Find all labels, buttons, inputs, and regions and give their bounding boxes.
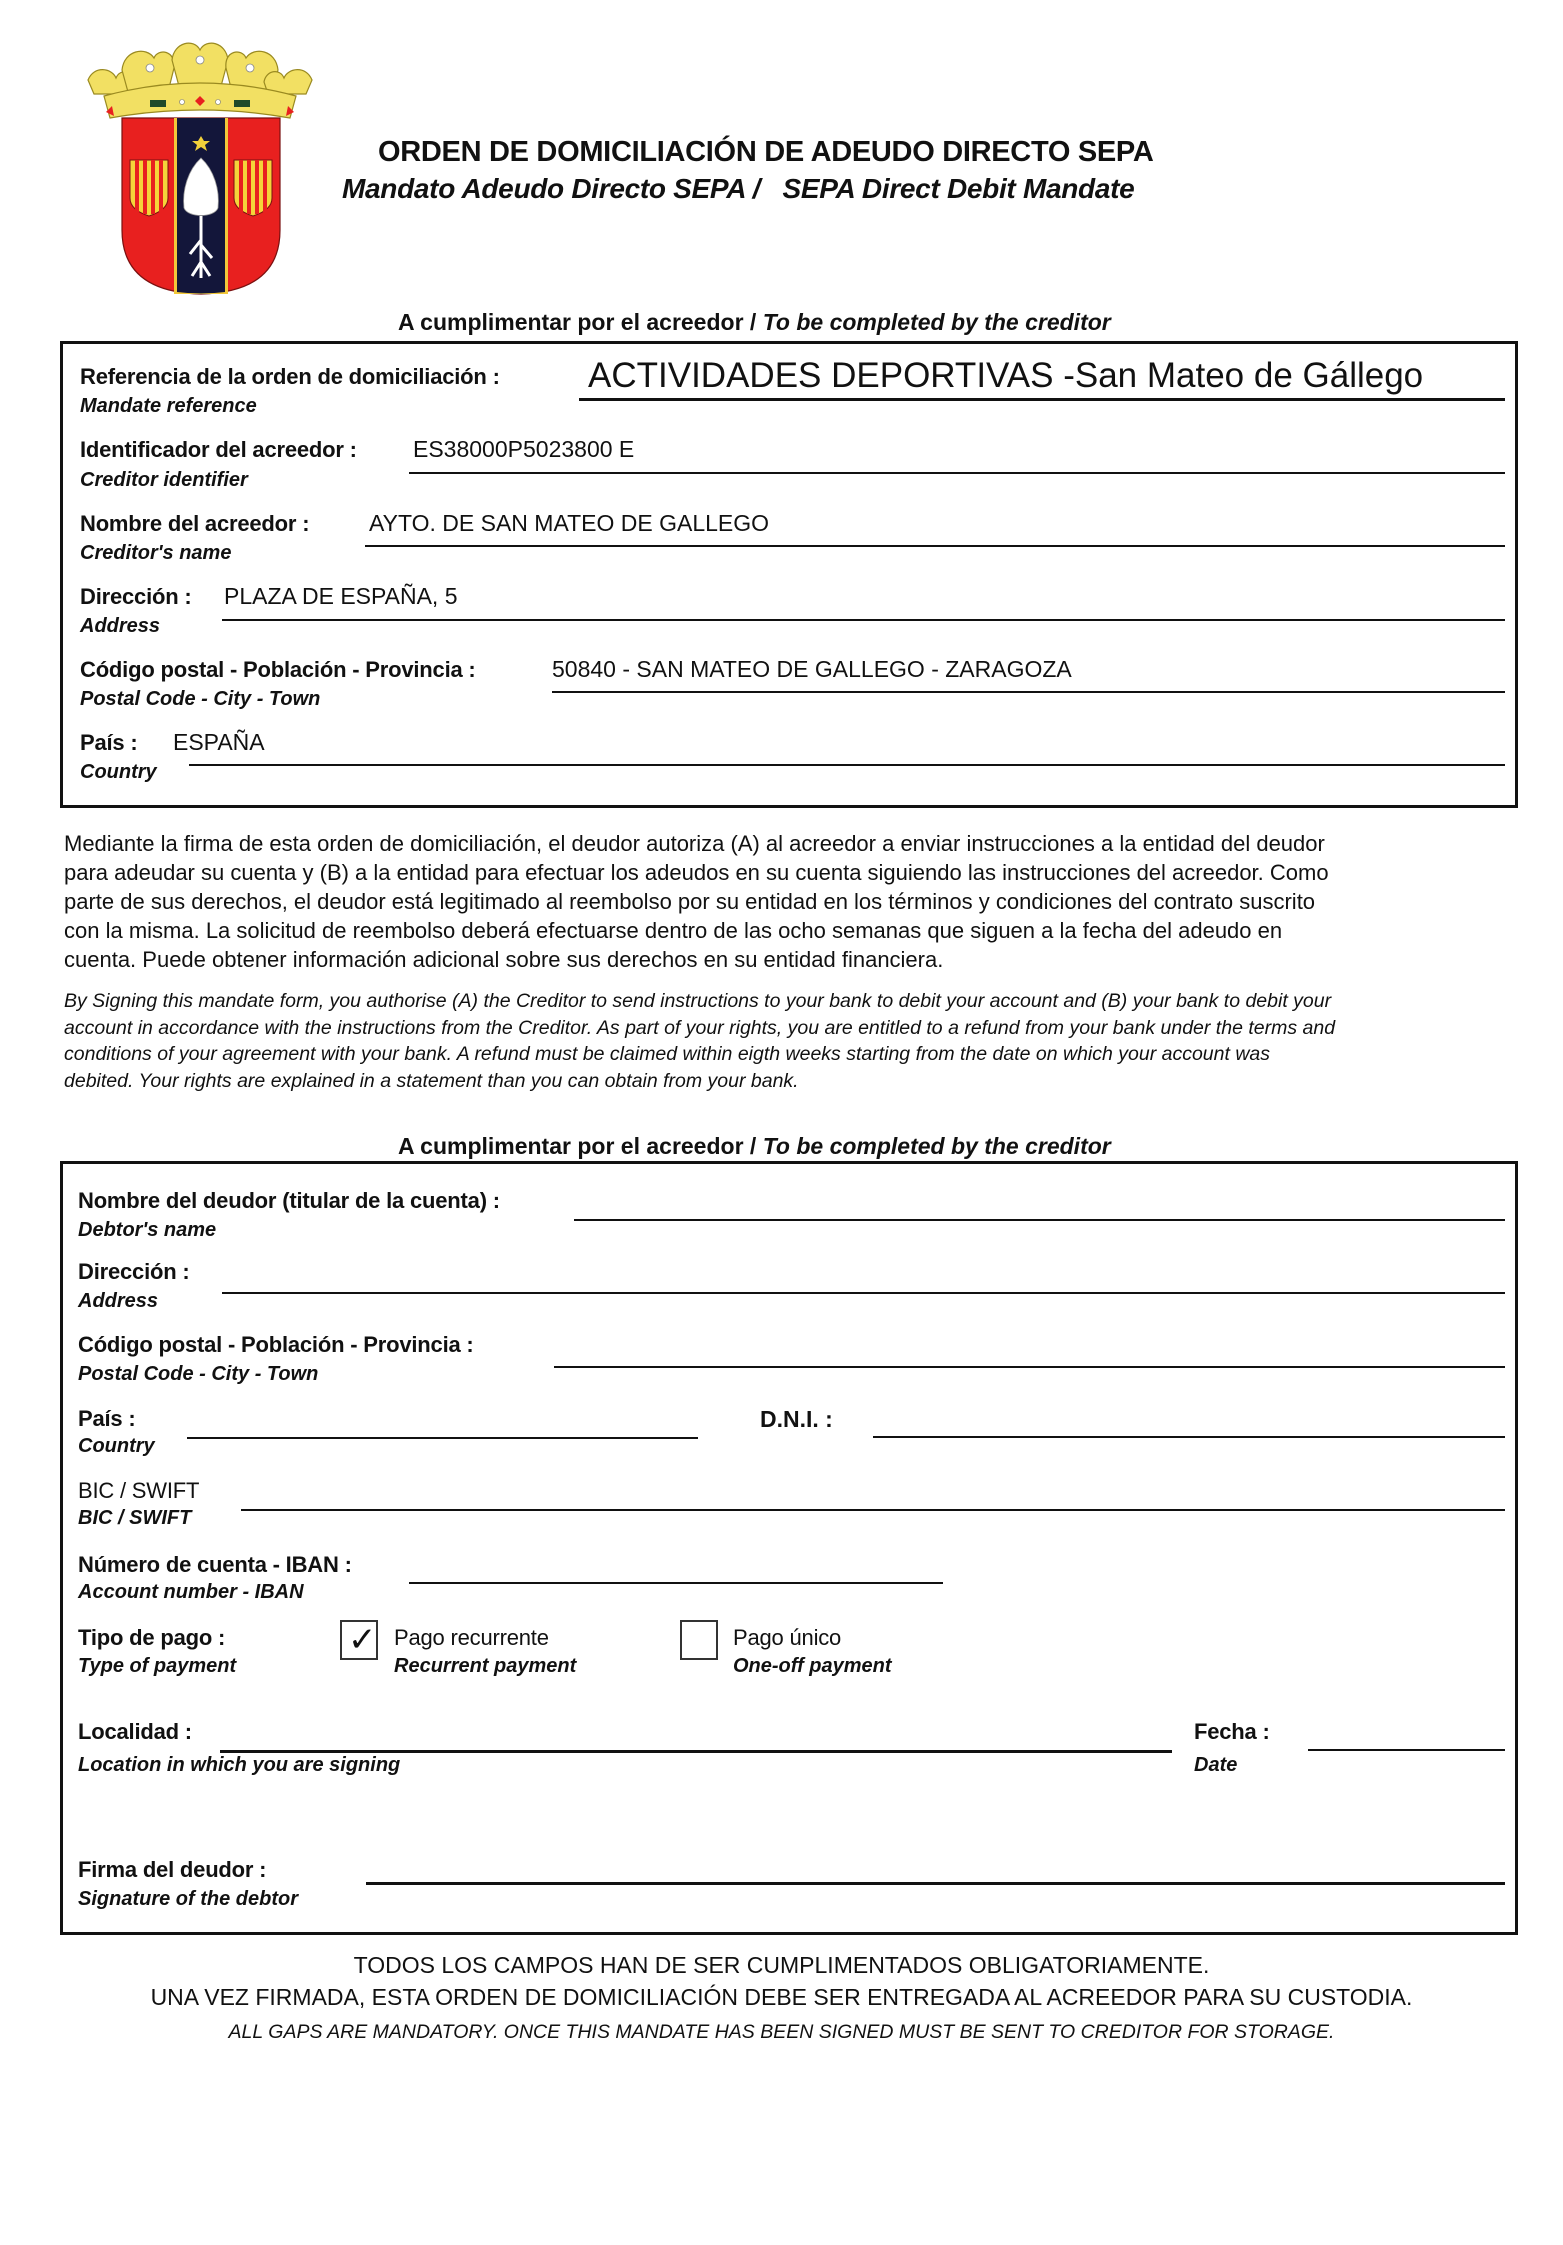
one-off-payment-label: Pago único <box>733 1625 842 1650</box>
location-label: Localidad : <box>78 1719 192 1744</box>
document-title: ORDEN DE DOMICILIACIÓN DE ADEUDO DIRECTO SEPA <box>378 136 1154 168</box>
location-input[interactable] <box>223 1721 1172 1749</box>
bic-label: BIC / SWIFT <box>78 1478 200 1503</box>
creditor-name-underline <box>365 545 1505 547</box>
shield-icon <box>122 118 280 294</box>
mandate-reference-value[interactable]: ACTIVIDADES DEPORTIVAS -San Mateo de Gállego <box>588 356 1424 395</box>
crown-icon <box>88 43 312 118</box>
creditor-postal-underline <box>552 691 1505 693</box>
debtor-country-sublabel: Country <box>78 1435 155 1457</box>
creditor-identifier-value[interactable]: ES38000P5023800 E <box>413 436 635 462</box>
signature-label: Firma del deudor : <box>78 1857 267 1882</box>
debtor-postal-sublabel: Postal Code - City - Town <box>78 1363 319 1385</box>
document-subtitle: Mandato Adeudo Directo SEPA / SEPA Direct Debit Mandate <box>342 173 1135 204</box>
creditor-address-label: Dirección : <box>80 584 192 609</box>
iban-input[interactable] <box>412 1553 943 1581</box>
recurrent-payment-label: Pago recurrente <box>394 1625 549 1650</box>
debtor-name-input[interactable] <box>578 1190 1505 1218</box>
creditor-postal-value[interactable]: 50840 - SAN MATEO DE GALLEGO - ZARAGOZA <box>552 656 1072 682</box>
bic-input[interactable] <box>244 1480 1505 1508</box>
dni-label: D.N.I. : <box>760 1406 833 1432</box>
creditor-name-value[interactable]: AYTO. DE SAN MATEO DE GALLEGO <box>369 510 770 536</box>
debtor-heading-es: A cumplimentar por el acreedor / <box>398 1133 763 1159</box>
signature-sublabel: Signature of the debtor <box>78 1888 298 1910</box>
legal-text-es-line: para adeudar su cuenta y (B) a la entidad para efectuar los adeudos en su cuenta siguiendo las instrucciones del acreedor. Como <box>64 860 1329 885</box>
debtor-name-label: Nombre del deudor (titular de la cuenta) : <box>78 1188 500 1213</box>
debtor-postal-input[interactable] <box>558 1336 1505 1364</box>
debtor-name-sublabel: Debtor's name <box>78 1219 217 1241</box>
creditor-name-label: Nombre del acreedor : <box>80 511 310 536</box>
legal-text-en-line: account in accordance with the instructions from the Creditor. As part of your rights, you are entitled to a refund from your bank under the terms and <box>64 1016 1336 1039</box>
footer-mandatory-notice: TODOS LOS CAMPOS HAN DE SER CUMPLIMENTADOS OBLIGATORIAMENTE. <box>353 1952 1210 1978</box>
iban-underline <box>409 1582 943 1584</box>
signature-underline <box>366 1882 1505 1885</box>
creditor-box <box>60 341 1518 808</box>
creditor-country-sublabel: Country <box>80 761 157 783</box>
location-underline <box>220 1750 1172 1753</box>
bic-sublabel: BIC / SWIFT <box>78 1507 192 1529</box>
legal-text-es-line: con la misma. La solicitud de reembolso deberá efectuarse dentro de las ocho semanas que siguen a la fecha del adeudo en <box>64 918 1283 943</box>
legal-text-es-line: parte de sus derechos, el deudor está legitimado al reembolso por su entidad en los términos y condiciones del contrato suscrito <box>64 889 1316 914</box>
signature-field[interactable] <box>366 1800 1505 1882</box>
recurrent-payment-sublabel: Recurrent payment <box>394 1655 577 1677</box>
creditor-name-sublabel: Creditor's name <box>80 542 232 564</box>
date-underline <box>1308 1749 1505 1751</box>
debtor-address-sublabel: Address <box>78 1290 159 1312</box>
creditor-identifier-underline <box>409 472 1505 474</box>
debtor-section-heading <box>398 1133 1111 1160</box>
debtor-address-input[interactable] <box>226 1262 1505 1290</box>
creditor-address-value[interactable]: PLAZA DE ESPAÑA, 5 <box>224 583 458 609</box>
footer-custody-notice: UNA VEZ FIRMADA, ESTA ORDEN DE DOMICILIACIÓN DEBE SER ENTREGADA AL ACREEDOR PARA SU CUSTODIA. <box>150 1984 1413 2010</box>
creditor-identifier-sublabel: Creditor identifier <box>80 469 248 491</box>
creditor-country-value[interactable]: ESPAÑA <box>173 729 265 755</box>
debtor-country-input[interactable] <box>190 1408 698 1436</box>
mandate-reference-underline <box>579 398 1505 401</box>
date-input[interactable] <box>1310 1720 1505 1748</box>
bic-underline <box>241 1509 1505 1511</box>
date-label: Fecha : <box>1194 1719 1270 1744</box>
creditor-postal-label: Código postal - Población - Provincia : <box>80 657 476 682</box>
debtor-address-underline <box>222 1292 1505 1294</box>
one-off-payment-sublabel: One-off payment <box>733 1655 892 1677</box>
legal-text-es-line: Mediante la firma de esta orden de domiciliación, el deudor autoriza (A) al acreedor a enviar instrucciones a la entidad del deudor <box>64 831 1325 856</box>
iban-sublabel: Account number - IBAN <box>78 1581 304 1603</box>
creditor-country-label: País : <box>80 730 138 755</box>
location-sublabel: Location in which you are signing <box>78 1754 401 1776</box>
legal-text-es-line: cuenta. Puede obtener información adicional sobre sus derechos en su entidad financiera. <box>64 947 944 972</box>
legal-text-en-line: By Signing this mandate form, you authorise (A) the Creditor to send instructions to your bank to debit your account and (B) your bank to debit your <box>64 990 1332 1012</box>
dni-underline <box>873 1436 1505 1438</box>
creditor-heading-en: To be completed by the creditor <box>762 309 1111 335</box>
debtor-name-underline <box>574 1219 1505 1221</box>
debtor-postal-label: Código postal - Población - Provincia : <box>78 1332 474 1357</box>
creditor-identifier-label: Identificador del acreedor : <box>80 437 357 462</box>
creditor-section-heading <box>398 309 1111 336</box>
creditor-postal-sublabel: Postal Code - City - Town <box>80 688 321 710</box>
debtor-country-underline <box>187 1437 698 1439</box>
legal-text-en <box>64 988 1524 1094</box>
debtor-address-label: Dirección : <box>78 1259 190 1284</box>
footer-english-notice: ALL GAPS ARE MANDATORY. ONCE THIS MANDATE HAS BEEN SIGNED MUST BE SENT TO CREDITOR FOR STORAGE. <box>228 2021 1335 2043</box>
iban-label: Número de cuenta - IBAN : <box>78 1552 352 1577</box>
creditor-address-underline <box>222 619 1505 621</box>
creditor-heading-es: A cumplimentar por el acreedor / <box>398 309 763 335</box>
mandate-reference-sublabel: Mandate reference <box>80 395 257 417</box>
checkmark-icon: ✓ <box>348 1620 377 1660</box>
dni-input[interactable] <box>876 1408 1505 1436</box>
legal-text-es <box>64 829 1524 974</box>
legal-text-en-line: conditions of your agreement with your bank. A refund must be claimed within eigth weeks starting from the date on which your account was <box>64 1043 1271 1065</box>
municipal-coat-of-arms-logo <box>84 40 316 298</box>
debtor-heading-en: To be completed by the creditor <box>762 1133 1111 1159</box>
one-off-payment-checkbox[interactable] <box>680 1620 718 1660</box>
payment-type-label: Tipo de pago : <box>78 1625 226 1650</box>
payment-type-sublabel: Type of payment <box>78 1655 237 1677</box>
legal-text-en-line: debited. Your rights are explained in a statement than you can obtain from your bank. <box>64 1069 799 1092</box>
debtor-country-label: País : <box>78 1406 136 1431</box>
mandate-reference-label: Referencia de la orden de domiciliación : <box>80 364 500 389</box>
creditor-country-underline <box>189 764 1505 766</box>
debtor-postal-underline <box>554 1366 1505 1368</box>
creditor-address-sublabel: Address <box>80 615 161 637</box>
recurrent-payment-checkbox[interactable] <box>340 1620 378 1660</box>
date-sublabel: Date <box>1194 1754 1238 1776</box>
